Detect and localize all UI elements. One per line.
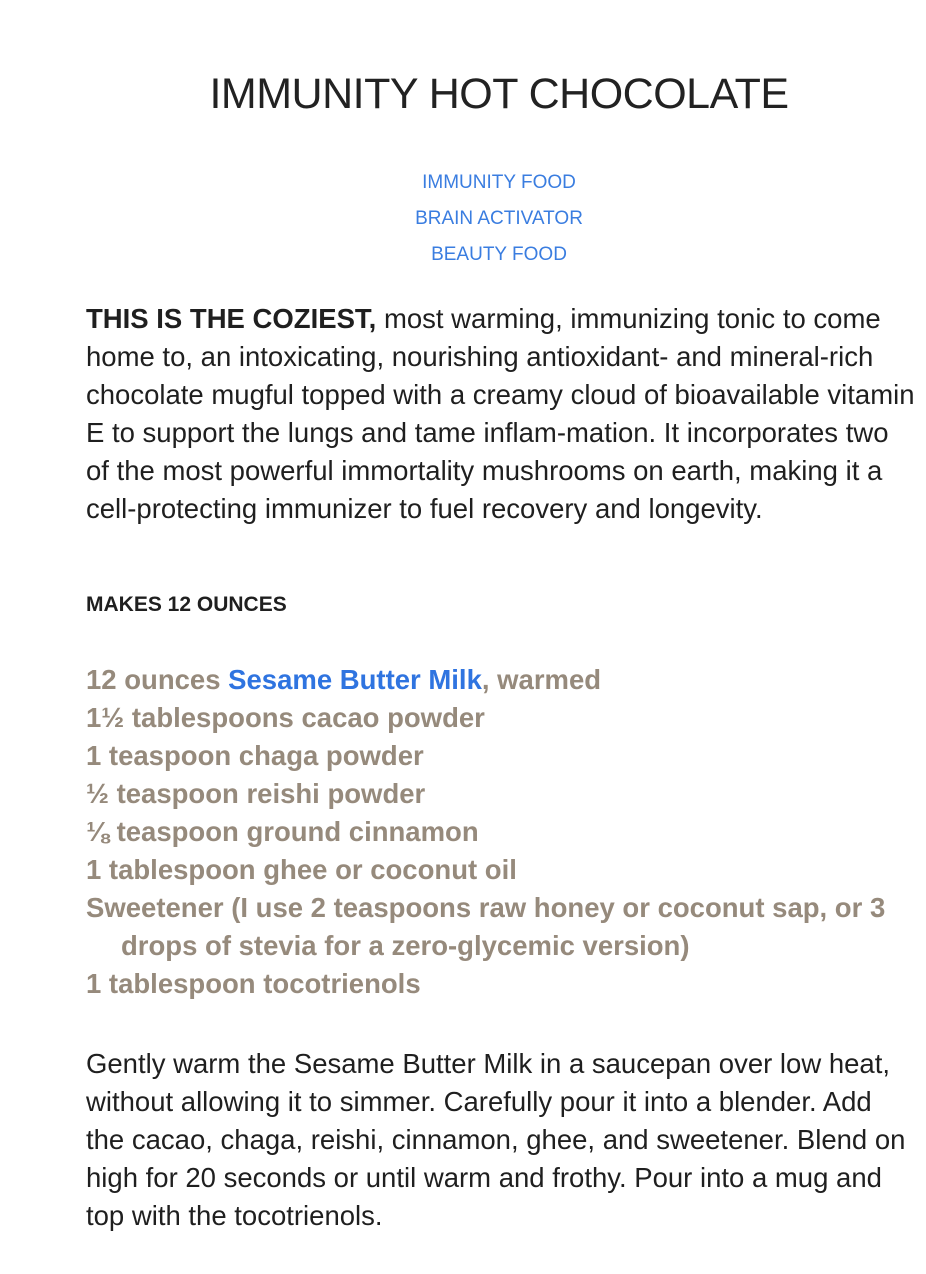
method-paragraph: Gently warm the Sesame Butter Milk in a saucepan over low heat, without allowing it to simmer. Carefully pour it into a blender. Add the cacao, chaga, reishi, cinnamon, ghee, and sweetener. Blend on high for 20 seconds or until warm and frothy. Pour into a mug and top with the tocotrienols. [86, 1048, 906, 1231]
ingredient-item: Sweetener (I use 2 teaspoons raw honey or coconut sap, or 3 drops of stevia for a zero-glycemic version) [86, 892, 886, 961]
ingredient-item: 1 tablespoon ghee or coconut oil [86, 854, 517, 885]
ingredient-item: ½ teaspoon reishi powder [86, 778, 426, 809]
recipe-yield: MAKES 12 OUNCES [86, 593, 287, 616]
ingredient-prefix: 12 ounces [86, 664, 229, 695]
ingredient-suffix: , warmed [481, 664, 602, 695]
tag-link-beauty-food[interactable]: BEAUTY FOOD [431, 244, 567, 265]
ingredient-item: 1½ tablespoons cacao powder [86, 702, 485, 733]
tag-link-immunity-food[interactable]: IMMUNITY FOOD [422, 172, 576, 193]
category-tags [0, 165, 926, 273]
tag-link-brain-activator[interactable]: BRAIN ACTIVATOR [415, 208, 583, 229]
ingredient-item: 1 tablespoon tocotrienols [86, 968, 421, 999]
ingredient-item: ⅛ teaspoon ground cinnamon [86, 816, 479, 847]
ingredient-item [86, 661, 916, 699]
sesame-butter-milk-link[interactable]: Sesame Butter Milk [228, 664, 482, 695]
recipe-title: IMMUNITY HOT CHOCOLATE [209, 70, 789, 118]
intro-lead: THIS IS THE COZIEST, [86, 303, 377, 334]
intro-body: most warming, immunizing tonic to come home to, an intoxicating, nourishing antioxidant- and mineral-rich chocolate mugful topped with a creamy cloud of bioavailable vitamin E to support the lungs and tame inflam-mation. It incorporates two of the most powerful immortality mushrooms on earth, making it a cell-protecting immunizer to fuel recovery and longevity. [86, 303, 915, 524]
intro-paragraph [86, 300, 916, 528]
ingredient-list [86, 661, 916, 1003]
ingredient-item: 1 teaspoon chaga powder [86, 740, 424, 771]
